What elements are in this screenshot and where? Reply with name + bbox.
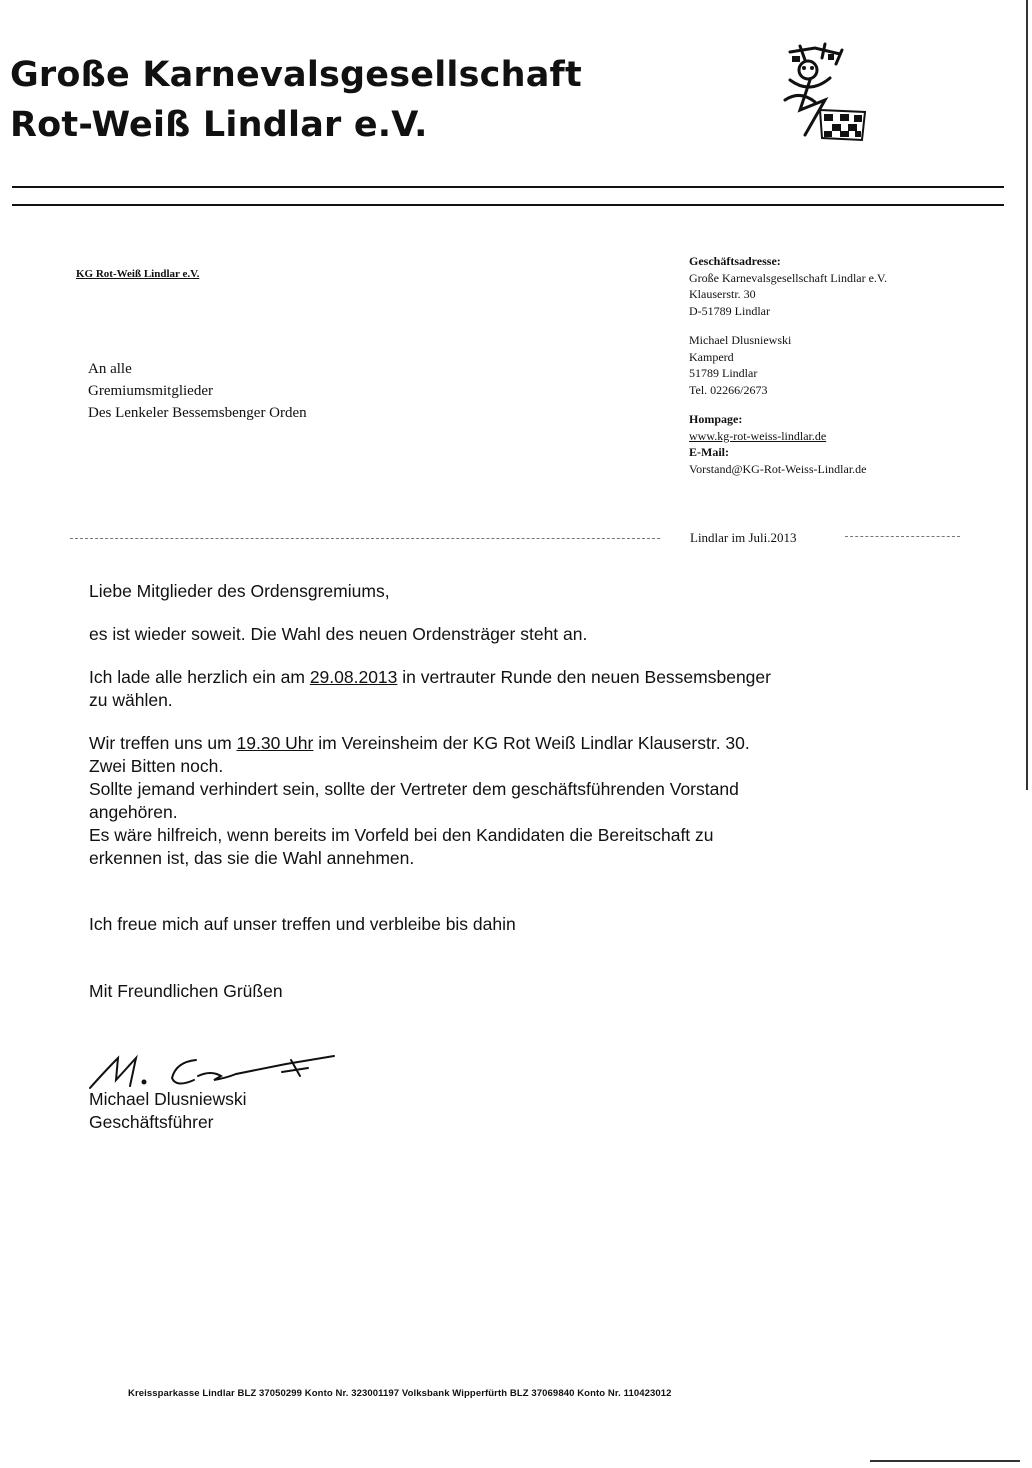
email-heading: E-Mail: <box>689 445 729 459</box>
letterhead-title-line2: Rot-Weiß Lindlar e.V. <box>10 105 428 145</box>
scan-edge-bottom <box>870 1460 1020 1462</box>
fold-line-left <box>70 538 660 540</box>
paragraph-3-line4: angehören. <box>89 802 178 822</box>
paragraph-3-line3: Sollte jemand verhindert sein, sollte der Vertreter dem geschäftsführenden Vorstand <box>89 779 739 799</box>
paragraph-3-line5: Es wäre hilfreich, wenn bereits im Vorfeld bei den Kandidaten die Bereitschaft zu <box>89 825 714 845</box>
paragraph-3-line6: erkennen ist, das sie die Wahl annehmen. <box>89 848 415 868</box>
header-rule-bottom <box>12 204 1004 206</box>
closing: Mit Freundlichen Grüßen <box>89 981 283 1001</box>
fold-line-right <box>845 536 960 538</box>
paragraph-2-text-a: Ich lade alle herzlich ein am <box>89 667 310 687</box>
business-city: D-51789 Lindlar <box>689 303 770 318</box>
paragraph-2-line2: zu wählen. <box>89 690 173 710</box>
person-city: 51789 Lindlar <box>689 366 758 380</box>
paragraph-2 <box>89 666 969 689</box>
carnival-jester-logo-icon <box>770 40 870 150</box>
person-phone: Tel. 02266/2673 <box>689 382 768 397</box>
recipient-address <box>88 358 307 424</box>
header-rule-top <box>12 186 1004 188</box>
sender-return-address: KG Rot-Weiß Lindlar e.V. <box>76 268 200 280</box>
email-address[interactable]: Vorstand@KG-Rot-Weiss-Lindlar.de <box>689 461 867 476</box>
meeting-date: 29.08.2013 <box>309 667 398 687</box>
paragraph-3 <box>89 732 969 755</box>
signer-role: Geschäftsführer <box>89 1112 214 1132</box>
bank-details-footer: Kreissparkasse Lindlar BLZ 37050299 Konto Nr. 323001197 Volksbank Wipperfürth BLZ 37069840 Konto Nr. 110423012 <box>128 1388 672 1399</box>
paragraph-4: Ich freue mich auf unser treffen und verbleibe bis dahin <box>89 914 516 934</box>
business-address-heading: Geschäftsadresse: <box>689 254 781 268</box>
recipient-line3: Des Lenkeler Bessemsbenger Orden <box>88 405 307 421</box>
signer-name: Michael Dlusniewski <box>89 1089 247 1109</box>
recipient-line1: An alle <box>88 361 132 377</box>
paragraph-1: es ist wieder soweit. Die Wahl des neuen Ordensträger steht an. <box>89 624 588 644</box>
contact-block <box>689 253 1019 477</box>
person-name: Michael Dlusniewski <box>689 333 792 347</box>
paragraph-3-text-a: Wir treffen uns um <box>89 733 237 753</box>
salutation: Liebe Mitglieder des Ordensgremiums, <box>89 581 390 601</box>
person-street: Kamperd <box>689 349 734 364</box>
homepage-heading: Hompage: <box>689 412 743 426</box>
business-name: Große Karnevalsgesellschaft Lindlar e.V. <box>689 270 888 285</box>
paragraph-3-line2: Zwei Bitten noch. <box>89 756 224 776</box>
business-street: Klauserstr. 30 <box>689 287 756 301</box>
letterhead-title-line1: Große Karnevalsgesellschaft <box>10 55 582 95</box>
signer-block <box>89 1088 247 1134</box>
paragraph-2-text-b: in vertrauter Runde den neuen Bessemsbenger <box>397 667 771 687</box>
date-line: Lindlar im Juli.2013 <box>690 530 797 545</box>
meeting-time: 19.30 Uhr <box>236 733 314 753</box>
scan-edge-line <box>1026 0 1028 790</box>
letter-body <box>89 580 969 1003</box>
handwritten-signature-icon <box>86 1050 346 1092</box>
recipient-line2: Gremiumsmitglieder <box>88 383 213 399</box>
homepage-link[interactable]: www.kg-rot-weiss-lindlar.de <box>689 428 827 443</box>
letterhead-title <box>10 50 582 150</box>
paragraph-3-text-b: im Vereinsheim der KG Rot Weiß Lindlar Klauserstr. 30. <box>313 733 750 753</box>
